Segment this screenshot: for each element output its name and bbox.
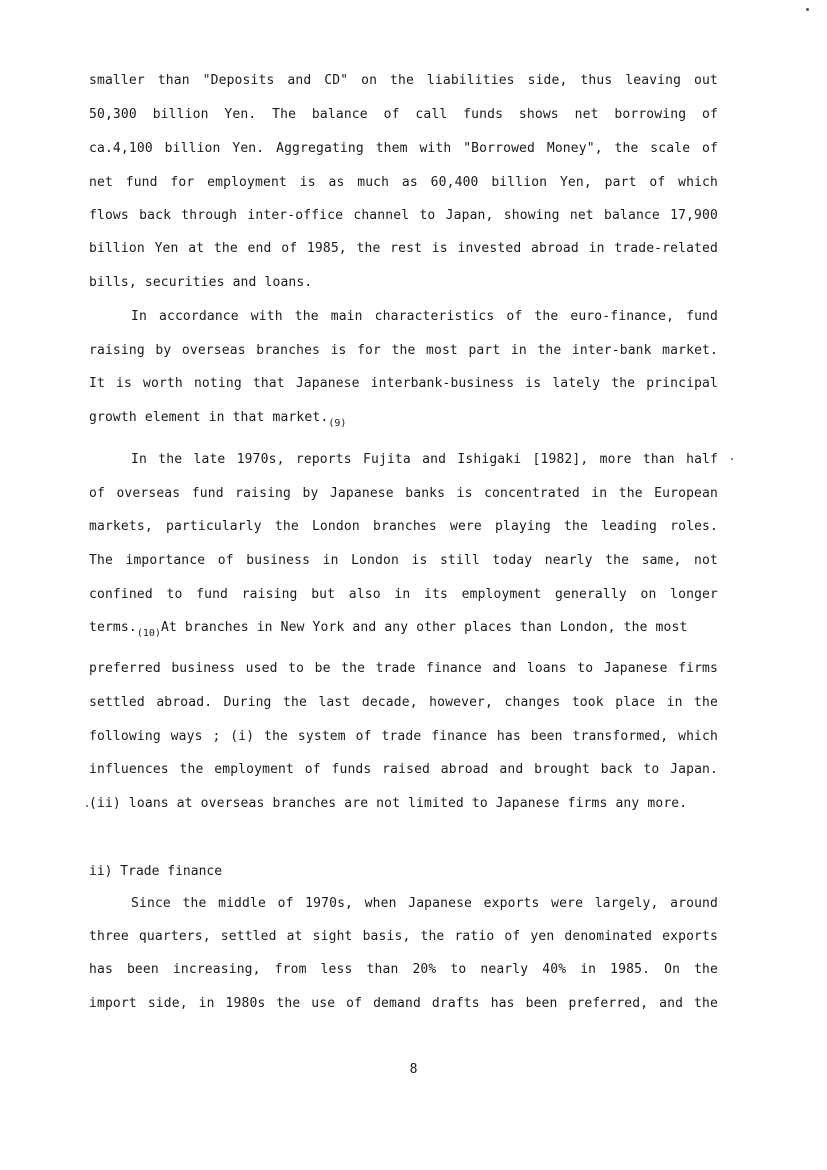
paragraph-4-line: three quarters, settled at sight basis, the ratio of yen denominated exports bbox=[89, 929, 718, 944]
terms-word: terms. bbox=[89, 620, 137, 635]
scan-speck bbox=[731, 458, 733, 460]
paragraph-3-text: At branches in New York and any other places than London, the most bbox=[160, 620, 688, 635]
paragraph-3-line: of overseas fund raising by Japanese banks is concentrated in the European bbox=[89, 486, 718, 501]
paragraph-3-line: influences the employment of funds raised abroad and brought back to Japan. bbox=[89, 762, 718, 777]
scan-speck bbox=[806, 8, 809, 11]
scan-speck bbox=[86, 805, 88, 807]
paragraph-2-line bbox=[89, 410, 718, 427]
paragraph-3-line: markets, particularly the London branches were playing the leading roles. bbox=[89, 519, 718, 534]
paragraph-1-line: ca.4,100 billion Yen. Aggregating them with "Borrowed Money", the scale of bbox=[89, 141, 718, 156]
paragraph-1-line: flows back through inter-office channel to Japan, showing net balance 17,900 bbox=[89, 208, 718, 223]
footnote-marker-9: (9) bbox=[328, 418, 347, 427]
paragraph-1-line: smaller than "Deposits and CD" on the liabilities side, thus leaving out bbox=[89, 73, 718, 88]
paragraph-1-line: 50,300 billion Yen. The balance of call funds shows net borrowing of bbox=[89, 107, 718, 122]
paragraph-3-line: In the late 1970s, reports Fujita and Ishigaki [1982], more than half bbox=[131, 452, 718, 467]
section-heading: ii) Trade finance bbox=[89, 864, 223, 879]
paragraph-3-line: settled abroad. During the last decade, however, changes took place in the bbox=[89, 695, 718, 710]
paragraph-4-line: Since the middle of 1970s, when Japanese exports were largely, around bbox=[131, 896, 718, 911]
footnote-marker-10: (10) bbox=[136, 628, 161, 637]
paragraph-2-text: growth element in that market. bbox=[89, 410, 329, 425]
paragraph-1-line: net fund for employment is as much as 60,400 billion Yen, part of which bbox=[89, 175, 718, 190]
paragraph-3-line: The importance of business in London is still today nearly the same, not bbox=[89, 553, 718, 568]
paragraph-3-line: following ways ; (i) the system of trade finance has been transformed, which bbox=[89, 729, 718, 744]
paragraph-4-line: has been increasing, from less than 20% to nearly 40% in 1985. On the bbox=[89, 962, 718, 977]
paragraph-3-line: (ii) loans at overseas branches are not limited to Japanese firms any more. bbox=[89, 796, 688, 811]
paragraph-2-line: raising by overseas branches is for the most part in the inter-bank market. bbox=[89, 343, 718, 358]
paragraph-2-line: In accordance with the main characteristics of the euro-finance, fund bbox=[131, 309, 718, 324]
paragraph-1-line: billion Yen at the end of 1985, the rest is invested abroad in trade-related bbox=[89, 241, 718, 256]
paragraph-3-line: confined to fund raising but also in its employment generally on longer bbox=[89, 587, 718, 602]
paragraph-3-line bbox=[89, 620, 718, 637]
paragraph-3-line: preferred business used to be the trade finance and loans to Japanese firms bbox=[89, 661, 718, 676]
paragraph-4-line: import side, in 1980s the use of demand drafts has been preferred, and the bbox=[89, 996, 718, 1011]
paragraph-1-line: bills, securities and loans. bbox=[89, 275, 313, 290]
paragraph-2-line: It is worth noting that Japanese interbank-business is lately the principal bbox=[89, 376, 718, 391]
page-number: 8 bbox=[409, 1062, 418, 1077]
